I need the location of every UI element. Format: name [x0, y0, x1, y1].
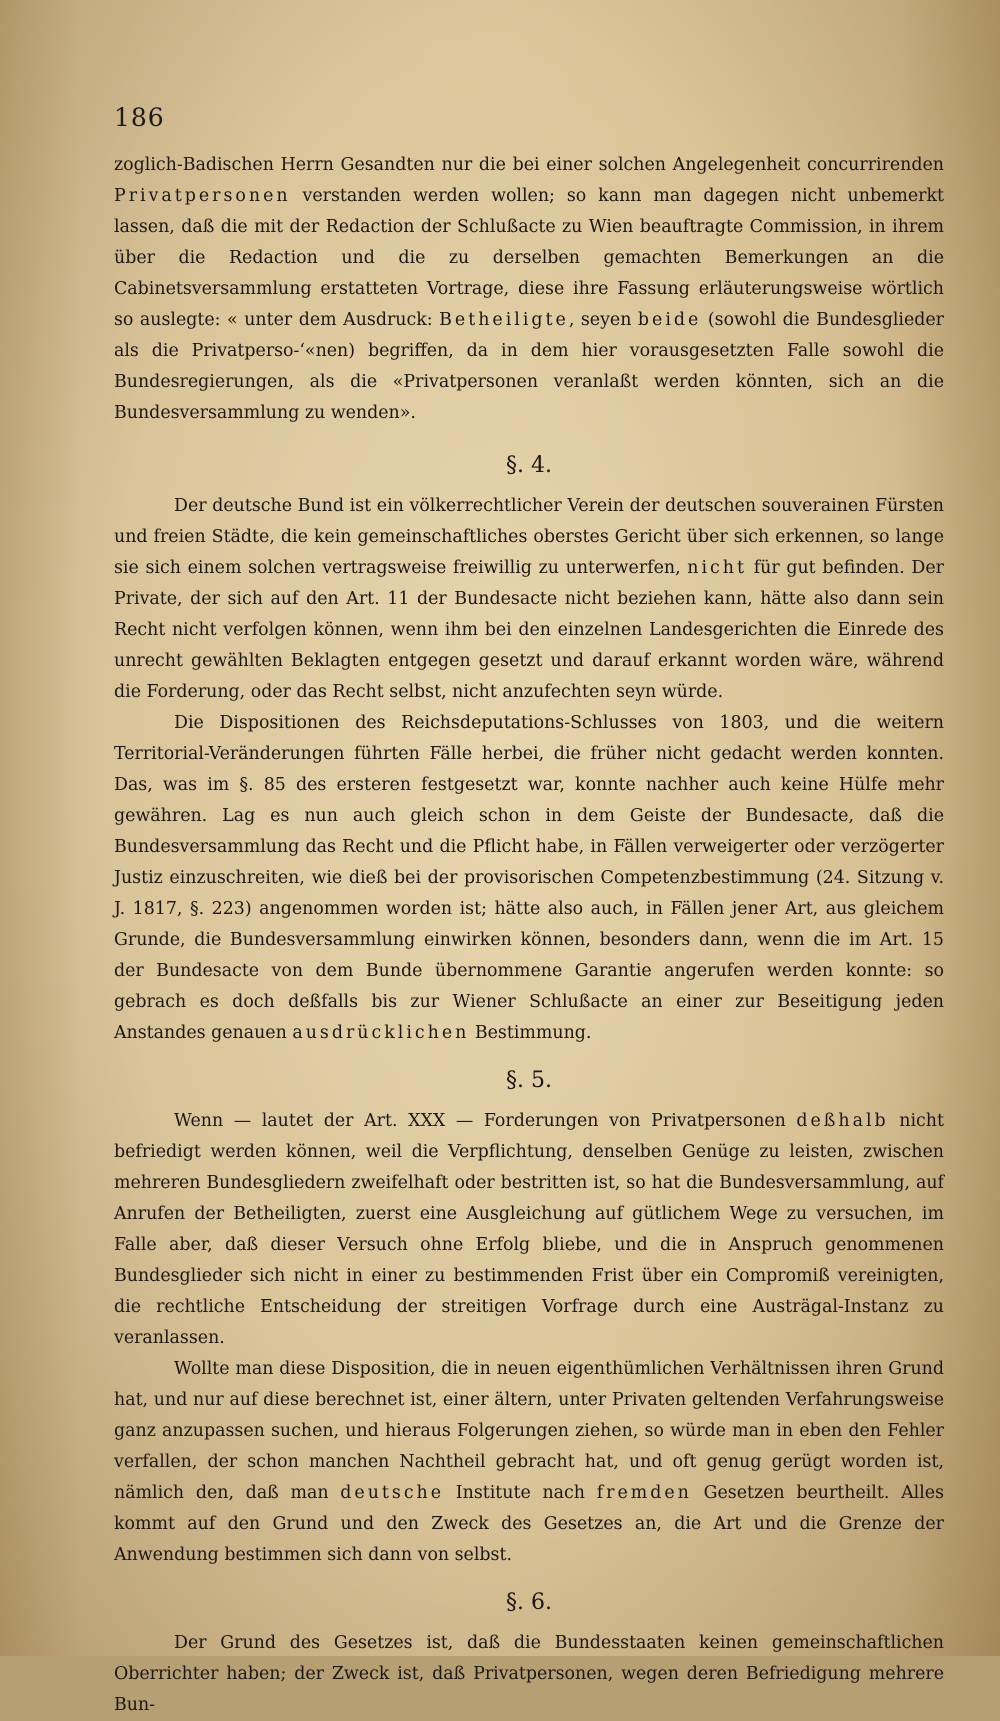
text-run: Bestimmung. [469, 1023, 592, 1043]
text-run: , seyen [568, 310, 638, 330]
emphasis-text: nicht [687, 558, 747, 578]
page-number: 186 [114, 103, 165, 132]
paragraph-4-2 [114, 708, 944, 1049]
text-run: Institute nach [444, 1483, 597, 1503]
emphasis-text: deßhalb [796, 1111, 889, 1131]
text-run: für gut befinden. Der Private, der sich auf den Art. 11 der Bundesacte nicht beziehen kann, hätte also dann sein Recht nicht verfolgen können, wenn ihm bei den einzelnen Landesgerichten die Einrede des unrecht gewählten Beklagten entgegen gesetzt und darauf erkannt worden wäre, während die Forderung, oder das Recht selbst, nicht anzufechten seyn würde. [114, 558, 944, 702]
paragraph-4-1 [114, 491, 944, 708]
text-run: verstanden werden wollen; so kann man dagegen nicht unbemerkt lassen, daß die mit der Redaction der Schlußacte zu Wien beauftragte Commission, in ihrem über die Redaction und die zu derselben gemachten Bemerkungen an die Cabinetsversammlung erstatteten Vortrage, diese ihre Fassung erläuterungsweise wörtlich so auslegte: « unter dem Ausdruck: [114, 186, 944, 330]
section-heading-6: §. 6. [506, 1590, 552, 1615]
emphasis-text: Betheiligte [439, 310, 569, 330]
text-run: Der deutsche Bund ist ein völkerrechtlicher Verein der deutschen souverainen Fürsten und freien Städte, die kein gemeinschaftliches oberstes Gericht über sich erkennen, so lange sie sich einem solchen vertragsweise freiwillig zu unterwerfen, [114, 496, 944, 578]
text-run: Gesetzen beurtheilt. Alles kommt auf den Grund und den Zweck des Gesetzes an, die Art und die Grenze der Anwendung bestimmen sich dann von selbst. [114, 1483, 944, 1565]
emphasis-text: Privatpersonen [114, 186, 291, 206]
paragraph-6-1: Der Grund des Gesetzes ist, daß die Bundesstaaten keinen gemeinschaftlichen Oberrichter haben; der Zweck ist, daß Privatpersonen, wegen deren Befriedigung mehrere Bun- [114, 1633, 944, 1715]
emphasis-text: fremden [596, 1483, 692, 1503]
section-heading-5: §. 5. [506, 1068, 552, 1093]
emphasis-text: beide [637, 310, 702, 330]
text-run: Die Dispositionen des Reichsdeputations-Schlusses von 1803, und die weitern Territorial-Veränderungen führten Fälle herbei, die früher nicht gedacht werden konnten. Das, was im §. 85 des ersteren festgesetzt war, konnte nachher auch keine Hülfe mehr gewähren. Lag es nun auch gleich schon in dem Geiste der Bundesacte, daß die Bundesversammlung das Recht und die Pflicht habe, in Fällen verweigerter oder verzögerter Justiz einzuschreiten, wie dieß bei der provisorischen Competenzbestimmung (24. Sitzung v. J. 1817, §. 223) angenommen worden ist; hätte also auch, in Fällen jener Art, aus gleichem Grunde, die Bundesversammlung einwirken können, besonders dann, wenn die im Art. 15 der Bundesacte von dem Bunde übernommene Garantie angerufen werden konnte: so gebrach es doch deßfalls bis zur Wiener Schlußacte an einer zur Beseitigung jeden Anstandes genauen [114, 713, 944, 1043]
text-run: Wenn — lautet der Art. XXX — Forderungen von Privatpersonen [174, 1111, 797, 1131]
text-run: zoglich-Badischen Herrn Gesandten nur die bei einer solchen Angelegenheit concurrirenden [114, 155, 944, 175]
paragraph-5-2 [114, 1354, 944, 1571]
text-run: Wollte man diese Disposition, die in neuen eigenthümlichen Verhältnissen ihren Grund hat, und nur auf diese berechnet ist, einer ältern, unter Privaten geltenden Verfahrungsweise ganz anzupassen suchen, und hieraus Folgerungen ziehen, so würde man in eben den Fehler verfallen, der schon manchen Nachtheil gebracht hat, und oft genug gerügt worden ist, nämlich den, daß man [114, 1359, 944, 1503]
paragraph-5-1 [114, 1106, 944, 1354]
section-heading-4: §. 4. [506, 453, 552, 478]
text-run: nicht befriedigt werden können, weil die Verpflichtung, denselben Genüge zu leisten, zwischen mehreren Bundesgliedern zweifelhaft oder bestritten ist, so hat die Bundesversammlung, auf Anrufen der Betheiligten, zuerst eine Ausgleichung auf gütlichem Wege zu versuchen, im Falle aber, daß dieser Versuch ohne Erfolg bliebe, und die in Anspruch genommenen Bundesglieder sich nicht in einer zu bestimmenden Frist über ein Compromiß vereinigten, die rechtliche Entscheidung der streitigen Vorfrage durch eine Austrägal-Instanz zu veranlassen. [114, 1111, 944, 1348]
emphasis-text: deutsche [340, 1483, 445, 1503]
paragraph-intro [114, 150, 944, 429]
text-run: (sowohl die Bundesglieder als die Privatperso-‘«nen) begriffen, da in dem hier vorausgesetzten Falle sowohl die Bundesregierungen, als die «Privatpersonen veranlaßt werden könnten, sich an die Bundesversammlung zu wenden». [114, 310, 944, 423]
body-text [114, 150, 944, 1721]
emphasis-text: ausdrücklichen [292, 1023, 470, 1043]
